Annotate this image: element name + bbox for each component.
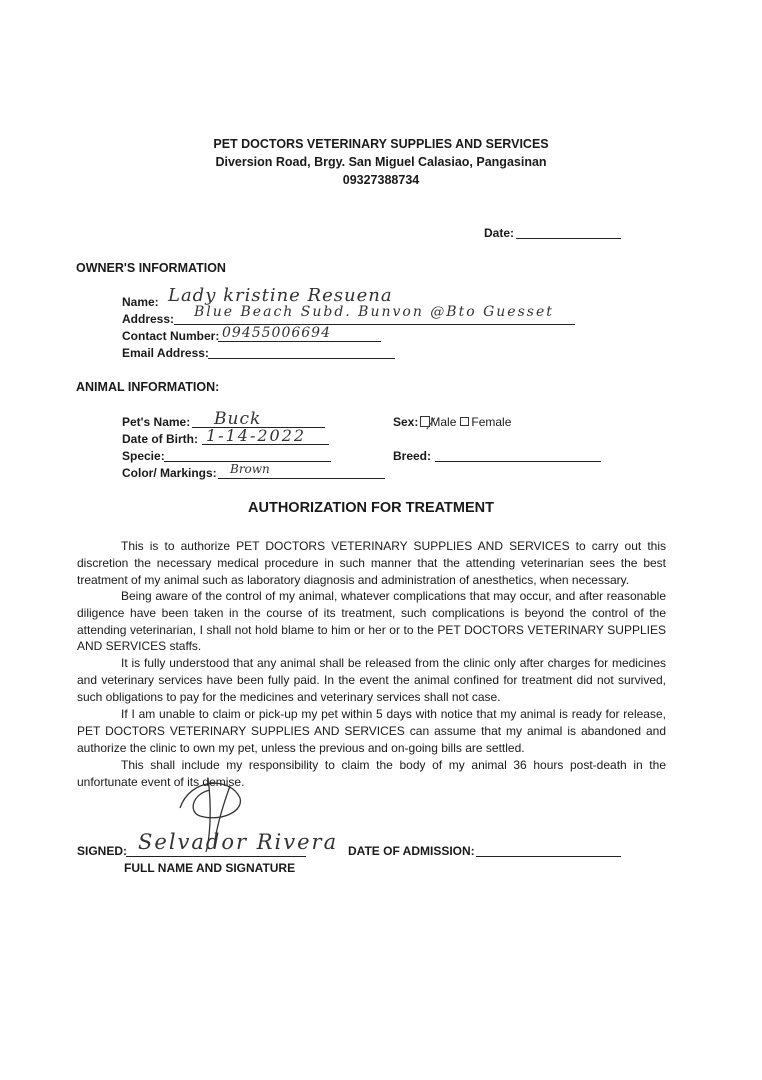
breed-field[interactable] [435, 461, 601, 462]
specie-label: Specie: [122, 449, 165, 463]
clinic-name: PET DOCTORS VETERINARY SUPPLIES AND SERVICES [213, 137, 549, 151]
color-value: Brown [230, 462, 270, 476]
admission-label: DATE OF ADMISSION: [348, 844, 475, 858]
dob-label: Date of Birth: [122, 432, 198, 446]
sex-field [393, 415, 511, 429]
owner-contact-value: 09455006694 [222, 325, 331, 341]
dob-value: 1-14-2022 [206, 426, 307, 445]
signature-line[interactable] [126, 856, 306, 857]
authorization-paragraph-2: Being aware of the control of my animal, whatever complications that may occur, and after reasonable diligence have been taken in the course of its treatment, such complications is beyond the control of the attending veterinarian, I shall not hold blame to him or her or to the PET DOCTORS VETERINARY SUPPLIES AND SERVICES staffs. [77, 589, 666, 654]
clinic-address: Diversion Road, Brgy. San Miguel Calasiao, Pangasinan [215, 155, 547, 169]
signed-label: SIGNED: [77, 844, 128, 858]
pet-name-label: Pet's Name: [122, 415, 191, 429]
owner-contact-field[interactable] [218, 341, 381, 342]
owner-email-field[interactable] [208, 358, 395, 359]
authorization-paragraph-5: This shall include my responsibility to claim the body of my animal 36 hours post-death in the unfortunate event of its demise. [77, 758, 666, 789]
sex-label: Sex: [393, 415, 419, 429]
sex-male-label: Male [430, 415, 457, 429]
owner-name-label: Name: [122, 295, 159, 309]
signature-caption: FULL NAME AND SIGNATURE [124, 861, 296, 875]
breed-label: Breed: [393, 449, 432, 463]
animal-section-title: ANIMAL INFORMATION: [76, 380, 220, 394]
owner-name-value: Lady kristine Resuena [168, 285, 393, 306]
pet-name-value: Buck [214, 409, 262, 429]
sex-female-label: Female [471, 415, 512, 429]
authorization-paragraph-4: If I am unable to claim or pick-up my pet within 5 days with notice that my animal is ready for release, PET DOCTORS VETERINARY SUPPLIES AND SERVICES can assume that my animal is abandoned and authorize the clinic to own my pet, unless the previous and on-going bills are settled. [77, 707, 666, 755]
authorization-paragraph-3: It is fully understood that any animal shall be released from the clinic only after charges for medicines and veterinary services have been fully paid. In the event the animal confined for treatment did not survived, such obligations to pay for the medicines and veterinary services shall not case. [77, 656, 666, 704]
owner-address-value: Blue Beach Subd. Bunvon @Bto Guesset [194, 304, 554, 320]
sex-male-checkbox[interactable] [420, 416, 430, 427]
date-field[interactable] [516, 238, 621, 239]
clinic-phone: 09327388734 [342, 173, 420, 187]
color-field[interactable] [218, 478, 385, 479]
owner-address-label: Address: [122, 312, 175, 326]
authorization-title: AUTHORIZATION FOR TREATMENT [248, 500, 494, 516]
owner-email-label: Email Address: [122, 346, 209, 360]
date-label: Date: [484, 226, 515, 240]
color-label: Color/ Markings: [122, 466, 217, 480]
authorization-paragraph-1: This is to authorize PET DOCTORS VETERINARY SUPPLIES AND SERVICES to carry out this discretion the necessary medical procedure in such manner that the attending veterinarian sees the best treatment of my animal such as laboratory diagnosis and administration of anesthetics, when necessary. [77, 539, 666, 587]
sex-female-checkbox[interactable] [460, 417, 469, 426]
owner-section-title: OWNER'S INFORMATION [76, 261, 226, 275]
owner-contact-label: Contact Number: [122, 329, 220, 343]
admission-field[interactable] [476, 856, 621, 857]
signature-value: Selvador Rivera [138, 830, 339, 854]
